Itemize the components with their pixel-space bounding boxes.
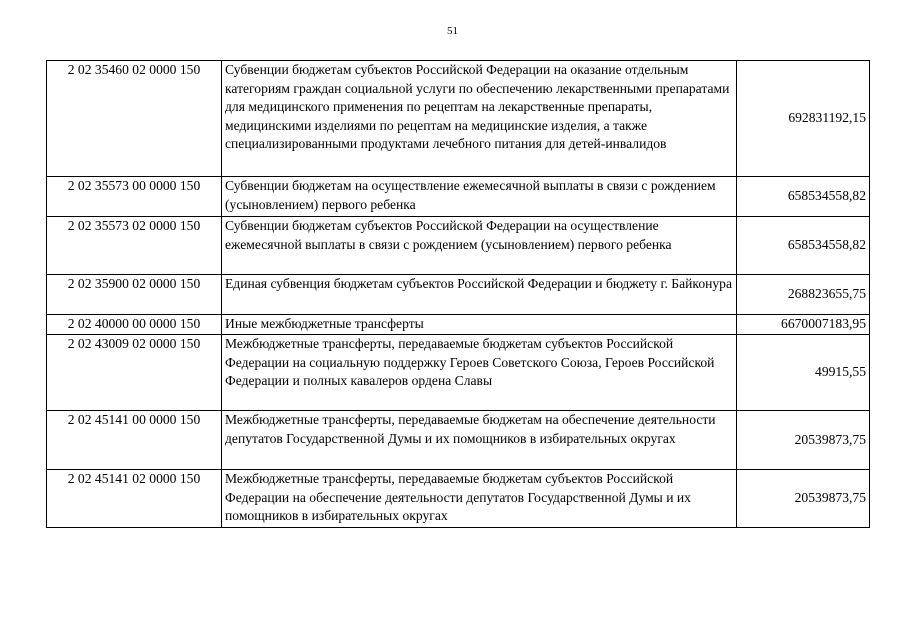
budget-code-cell: 2 02 35573 00 0000 150 — [47, 177, 222, 217]
description-cell: Межбюджетные трансферты, передаваемые бюджетам субъектов Российской Федерации на социальную поддержку Героев Советского Союза, Героев Российской Федерации и полных кавалеров ордена Славы — [222, 335, 737, 411]
amount-cell: 658534558,82 — [737, 177, 870, 217]
description-cell: Субвенции бюджетам субъектов Российской Федерации на оказание отдельным категориям граждан социальной услуги по обеспечению лекарственными препаратами для медицинского применения по рецептам на лекарственные препараты, медицинскими изделиями по рецептам на медицинские изделия, а также специализированными продуктами лечебного питания для детей-инвалидов — [222, 61, 737, 177]
amount-cell: 658534558,82 — [737, 217, 870, 275]
table-row — [47, 61, 870, 177]
amount-cell: 6670007183,95 — [737, 315, 870, 335]
table-row — [47, 177, 870, 217]
page-number: 51 — [447, 25, 458, 37]
description-cell: Межбюджетные трансферты, передаваемые бюджетам субъектов Российской Федерации на обеспечение деятельности депутатов Государственной Думы и их помощников в избирательных округах — [222, 470, 737, 528]
table-row — [47, 217, 870, 275]
budget-code-cell: 2 02 40000 00 0000 150 — [47, 315, 222, 335]
budget-code-cell: 2 02 35460 02 0000 150 — [47, 61, 222, 177]
description-cell: Субвенции бюджетам субъектов Российской Федерации на осуществление ежемесячной выплаты в связи с рождением (усыновлением) первого ребенка — [222, 217, 737, 275]
description-cell: Субвенции бюджетам на осуществление ежемесячной выплаты в связи с рождением (усыновлением) первого ребенка — [222, 177, 737, 217]
budget-code-cell: 2 02 45141 00 0000 150 — [47, 411, 222, 470]
table-row — [47, 335, 870, 411]
budget-code-cell: 2 02 45141 02 0000 150 — [47, 470, 222, 528]
table-row — [47, 411, 870, 470]
budget-code-cell: 2 02 43009 02 0000 150 — [47, 335, 222, 411]
amount-cell: 49915,55 — [737, 335, 870, 411]
amount-cell: 268823655,75 — [737, 275, 870, 315]
budget-table — [46, 60, 870, 528]
table-row — [47, 275, 870, 315]
description-cell: Единая субвенция бюджетам субъектов Российской Федерации и бюджету г. Байконура — [222, 275, 737, 315]
amount-cell: 20539873,75 — [737, 411, 870, 470]
amount-cell: 20539873,75 — [737, 470, 870, 528]
budget-code-cell: 2 02 35573 02 0000 150 — [47, 217, 222, 275]
budget-code-cell: 2 02 35900 02 0000 150 — [47, 275, 222, 315]
table-row — [47, 315, 870, 335]
amount-cell: 692831192,15 — [737, 61, 870, 177]
table-row — [47, 470, 870, 528]
description-cell: Межбюджетные трансферты, передаваемые бюджетам на обеспечение деятельности депутатов Государственной Думы и их помощников в избирательных округах — [222, 411, 737, 470]
description-cell: Иные межбюджетные трансферты — [222, 315, 737, 335]
